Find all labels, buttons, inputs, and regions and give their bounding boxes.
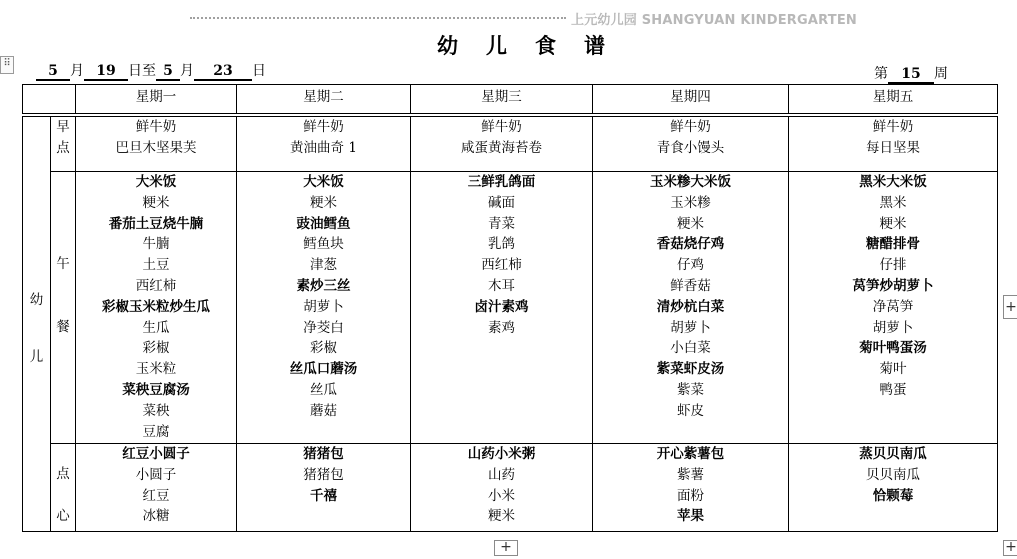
dish-name: 千禧 — [310, 487, 337, 504]
dish-name: 三鲜乳鸽面 — [467, 174, 536, 190]
ingredient-item: 每日坚果 — [866, 139, 920, 156]
snack-cell-fri — [789, 444, 998, 532]
dish-name: 糖醋排骨 — [866, 236, 920, 253]
ingredient-item: 黄油曲奇 1 — [290, 139, 357, 156]
ingredient-item: 粳米 — [677, 215, 704, 232]
ingredient-item: 净茭白 — [303, 319, 344, 336]
breakfast-cell-fri — [789, 117, 998, 172]
ingredient-item: 冰糖 — [142, 508, 170, 525]
end-day: 23 — [194, 63, 252, 81]
ingredient-item: 鳕鱼块 — [303, 236, 344, 253]
lunch-cell-thu — [593, 172, 789, 444]
dish-name: 莴笋炒胡萝卜 — [852, 277, 934, 294]
ingredient-item: 粳米 — [310, 194, 337, 211]
dish-name: 菜秧豆腐汤 — [122, 381, 190, 398]
breakfast-cell-thu — [593, 117, 789, 172]
snack-cell-thu — [593, 444, 789, 532]
lunch-cell-mon — [76, 172, 237, 444]
menu-table — [22, 84, 998, 532]
ingredient-item: 粳米 — [142, 194, 170, 211]
ingredient-item: 生瓜 — [142, 319, 170, 336]
page-title: 幼儿食谱 — [437, 33, 633, 58]
start-month: 5 — [36, 63, 70, 81]
ingredient-item: 巴旦木坚果芙 — [115, 139, 197, 156]
lunch-cell-fri — [789, 172, 998, 444]
snack-cell-tue — [237, 444, 411, 532]
dish-name: 丝瓜口蘑汤 — [289, 361, 358, 378]
ingredient-item: 丝瓜 — [310, 381, 337, 398]
end-month: 5 — [156, 63, 180, 81]
dish-name: 番茄土豆烧牛腩 — [108, 215, 204, 232]
ingredient-item: 小白菜 — [670, 340, 711, 357]
ingredient-item: 玉米糁 — [670, 194, 711, 211]
ingredient-item: 鲜牛奶 — [872, 119, 914, 135]
ingredient-item: 蘑菇 — [310, 402, 337, 419]
header-dotted-line — [190, 17, 566, 19]
dish-name: 玉米糁大米饭 — [650, 174, 731, 190]
day-label: 日 — [252, 63, 266, 79]
dish-name: 黑米大米饭 — [859, 174, 927, 190]
dish-name: 猪猪包 — [303, 446, 344, 462]
week-prefix: 第 — [874, 66, 888, 82]
ingredient-item: 面粉 — [677, 487, 704, 504]
dish-name: 恰颗莓 — [872, 487, 914, 504]
ingredient-item: 鲜牛奶 — [481, 119, 522, 135]
ingredient-item: 仔鸡 — [677, 257, 704, 274]
ingredient-item: 咸蛋黄海苔卷 — [461, 139, 542, 156]
add-row-plus-icon[interactable]: + — [494, 540, 518, 556]
ingredient-item: 鲜牛奶 — [670, 119, 711, 135]
dish-name: 大米饭 — [135, 174, 177, 190]
week-value: 15 — [888, 66, 934, 84]
kindergarten-brand: 上元幼儿园 SHANGYUAN KINDERGARTEN — [571, 13, 857, 28]
week-suffix: 周 — [934, 66, 948, 82]
lunch-label-1: 午 — [56, 256, 70, 272]
breakfast-label-cell — [51, 117, 76, 172]
ingredient-item: 玉米粒 — [135, 361, 177, 378]
ingredient-item: 青菜 — [488, 215, 515, 232]
ingredient-item: 小圆子 — [135, 466, 177, 483]
ingredient-item: 小米 — [488, 487, 515, 504]
lunch-row — [23, 172, 998, 444]
ingredient-item: 鲜牛奶 — [135, 119, 177, 135]
lunch-label-cell — [51, 172, 76, 444]
day-header-mon: 星期一 — [76, 85, 237, 114]
dish-name: 开心紫薯包 — [656, 446, 725, 462]
day-header-thu: 星期四 — [593, 85, 789, 114]
ingredient-item: 紫菜 — [677, 381, 704, 398]
day-header-wed: 星期三 — [411, 85, 593, 114]
ingredient-item: 彩椒 — [310, 340, 337, 357]
ingredient-item: 胡萝卜 — [670, 319, 711, 336]
dish-name: 红豆小圆子 — [122, 446, 190, 462]
ingredient-item: 鸭蛋 — [879, 381, 907, 398]
ingredient-item: 山药 — [488, 466, 515, 483]
corner-cell — [23, 85, 76, 114]
dish-name: 紫菜虾皮汤 — [656, 361, 725, 378]
dish-name: 卤汁素鸡 — [474, 298, 529, 315]
add-column-plus-icon[interactable]: + — [1003, 295, 1017, 319]
ingredient-item: 黑米 — [879, 194, 907, 211]
breakfast-label-1: 早 — [56, 119, 70, 135]
ingredient-item: 虾皮 — [677, 402, 704, 419]
dish-name: 蒸贝贝南瓜 — [859, 446, 927, 462]
ingredient-item: 净莴笋 — [872, 298, 914, 315]
breakfast-cell-tue — [237, 117, 411, 172]
start-suffix: 日至 — [128, 63, 156, 79]
group-label-char-2: 儿 — [29, 349, 44, 365]
dish-name: 清炒杭白菜 — [656, 298, 725, 315]
breakfast-label-2: 点 — [56, 139, 70, 156]
ingredient-item: 碱面 — [488, 194, 515, 211]
ingredient-item: 贝贝南瓜 — [866, 466, 920, 483]
start-day: 19 — [84, 63, 128, 81]
ingredient-item: 菊叶 — [879, 361, 907, 378]
dish-name: 豉油鳕鱼 — [296, 215, 351, 232]
ingredient-item: 粳米 — [488, 508, 515, 525]
ingredient-item: 土豆 — [142, 257, 170, 274]
ingredient-item: 紫薯 — [677, 466, 704, 483]
group-label-char-1: 幼 — [29, 292, 44, 308]
ingredient-item: 西红柿 — [135, 277, 177, 294]
ingredient-item: 津葱 — [310, 257, 337, 274]
snack-label-1: 点 — [56, 466, 70, 482]
dish-name: 山药小米粥 — [467, 446, 536, 462]
ingredient-item: 粳米 — [879, 215, 907, 232]
ingredient-item: 青食小馒头 — [656, 139, 725, 156]
ingredient-item: 牛腩 — [142, 236, 170, 253]
ingredient-item: 乳鸽 — [488, 236, 515, 253]
breakfast-row — [23, 117, 998, 172]
day-header-fri: 星期五 — [789, 85, 998, 114]
ingredient-item: 菜秧 — [142, 402, 170, 419]
snack-label-2: 心 — [56, 507, 70, 524]
table-move-handle-icon[interactable]: ⠿ — [0, 56, 14, 74]
snack-cell-mon — [76, 444, 237, 532]
ingredient-item: 鲜牛奶 — [303, 119, 344, 135]
breakfast-cell-wed — [411, 117, 593, 172]
dish-name: 大米饭 — [303, 174, 344, 190]
ingredient-item: 鲜香菇 — [670, 277, 711, 294]
table-resize-handle-icon[interactable]: + — [1003, 540, 1017, 556]
dish-name: 素炒三丝 — [296, 277, 351, 294]
lunch-cell-wed — [411, 172, 593, 444]
snack-label-cell — [51, 444, 76, 532]
dish-name: 苹果 — [677, 508, 704, 525]
month-label: 月 — [70, 63, 84, 79]
dish-name: 香菇烧仔鸡 — [656, 236, 725, 253]
month-label-2: 月 — [180, 63, 194, 79]
ingredient-item: 素鸡 — [488, 319, 515, 336]
day-header-row — [23, 85, 998, 114]
day-header-tue: 星期二 — [237, 85, 411, 114]
lunch-label-2: 餐 — [56, 318, 70, 335]
breakfast-cell-mon — [76, 117, 237, 172]
week-number — [874, 63, 948, 84]
ingredient-item: 木耳 — [488, 277, 515, 294]
lunch-cell-tue — [237, 172, 411, 444]
ingredient-item: 胡萝卜 — [872, 319, 914, 336]
ingredient-item: 红豆 — [142, 487, 170, 504]
ingredient-item: 仔排 — [879, 257, 907, 274]
ingredient-item: 猪猪包 — [303, 466, 344, 483]
ingredient-item: 胡萝卜 — [303, 298, 344, 315]
ingredient-item: 西红柿 — [481, 257, 522, 274]
snack-cell-wed — [411, 444, 593, 532]
group-label-cell — [23, 117, 51, 532]
ingredient-item: 豆腐 — [142, 423, 170, 440]
dish-name: 彩椒玉米粒炒生瓜 — [102, 298, 210, 315]
snack-row — [23, 444, 998, 532]
ingredient-item: 彩椒 — [142, 340, 170, 357]
date-range — [36, 63, 266, 81]
dish-name: 菊叶鸭蛋汤 — [859, 340, 927, 357]
